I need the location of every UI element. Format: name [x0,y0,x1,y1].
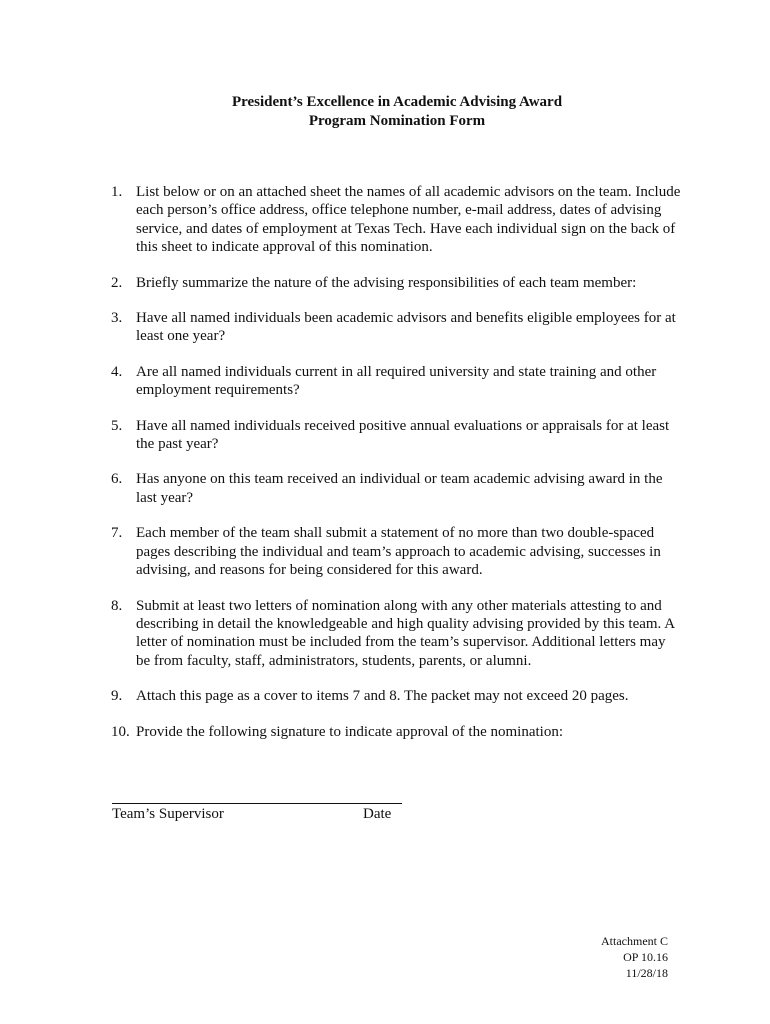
document-title [0,93,770,131]
item-text: Each member of the team shall submit a statement of no more than two double-spaced pages describing the individual and team’s approach to academic advising, successes in advising, and reasons for being considered for this award. [136,525,661,579]
item-text: Have all named individuals been academic advisors and benefits eligible employees for at least one year? [136,310,676,345]
list-item [111,183,681,257]
list-item [111,274,681,292]
item-text: Has anyone on this team received an individual or team academic advising award in the last year? [136,471,663,506]
item-text: List below or on an attached sheet the names of all academic advisors on the team. Include each person’s office address, office telephone number, e-mail address, dates of advising service, and dates of employment at Texas Tech. Have each individual sign on the back of this sheet to indicate approval of this nomination. [136,184,681,256]
list-item [111,687,681,705]
item-number: 4. [111,363,123,380]
item-number: 8. [111,597,123,614]
footer-attachment: Attachment C [601,934,668,948]
item-text: Have all named individuals received positive annual evaluations or appraisals for at least the past year? [136,417,670,453]
item-number: 2. [111,274,123,291]
item-text: Briefly summarize the nature of the advising responsibilities of each team member: [136,274,637,291]
item-text: Provide the following signature to indicate approval of the nomination: [136,723,563,740]
item-number: 3. [111,310,123,327]
list-item [111,309,681,346]
item-text: Submit at least two letters of nomination along with any other materials attesting to and describing in detail the knowledgeable and high quality advising provided by this team. A letter of nomination must be included from the team’s supervisor. Additional letters may be from faculty, staff, administrators, students, parents, or alumni. [136,597,675,669]
signature-line [112,803,402,804]
date-label: Date [363,806,392,822]
footer-date: 11/28/18 [625,966,668,980]
signature-block [112,803,402,826]
list-item [111,524,681,579]
item-number: 5. [111,417,123,434]
item-number: 10. [111,723,130,740]
item-number: 1. [111,184,123,200]
list-item [111,417,681,454]
title-line-2: Program Nomination Form [308,113,486,129]
footer-op-number: OP 10.16 [623,950,668,964]
item-number: 7. [111,525,123,542]
item-number: 9. [111,688,123,705]
list-item [111,723,681,741]
document-footer [601,933,668,981]
supervisor-label: Team’s Supervisor [112,806,224,822]
nomination-items-list [111,183,681,758]
item-text: Are all named individuals current in all required university and state training and other employment requirements? [136,363,657,399]
signature-labels [112,806,402,826]
list-item [111,470,681,507]
item-number: 6. [111,471,123,488]
list-item [111,363,681,400]
list-item [111,597,681,671]
title-line-1: President’s Excellence in Academic Advising Award [231,94,563,110]
item-text: Attach this page as a cover to items 7 and 8. The packet may not exceed 20 pages. [136,688,629,705]
